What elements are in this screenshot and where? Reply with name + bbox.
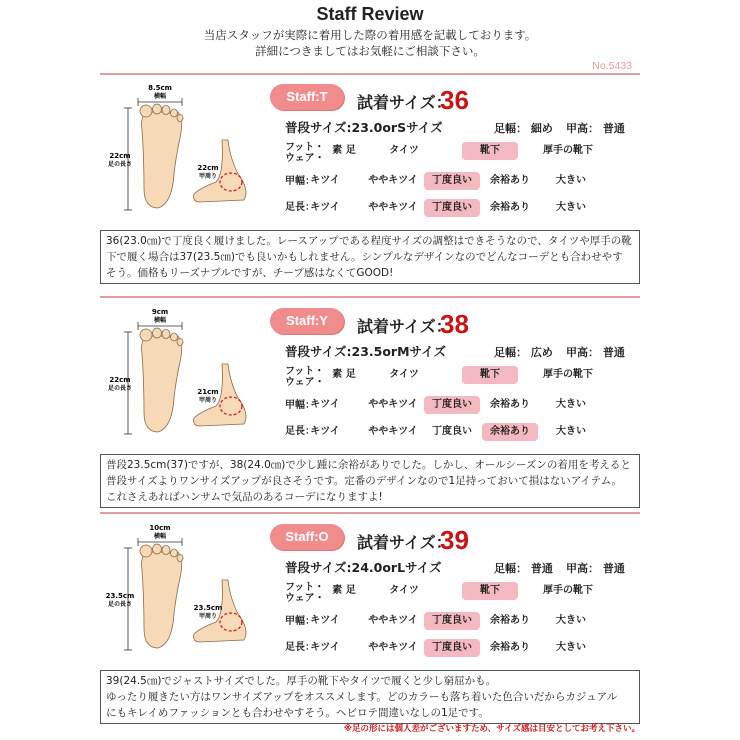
svg-text:21cm: 21cm: [197, 388, 219, 396]
svg-text:甲周り: 甲周り: [198, 173, 218, 180]
instep-fit-option: 大きい: [556, 399, 586, 410]
comment-line: これさえあればハンサムで気品のあるコーデになりますよ!: [106, 491, 383, 503]
length-fit-option: ややキツイ: [368, 426, 418, 437]
footwear-option: 素 足: [332, 145, 356, 156]
comment-line: ゆったり履きたい方はワンサイズアップをオススメします。どのカラーも落ち着いた色合いだからカジュアル: [106, 691, 618, 703]
length-fit-option: 丁度良い: [432, 426, 472, 437]
instep-fit-option: 丁度良い: [424, 612, 480, 630]
comment-line: そう。価格もリーズナブルですが、チープ感はなくてGOOD!: [106, 267, 394, 279]
svg-text:22cm: 22cm: [197, 164, 219, 172]
foot-measurement-figure: [100, 302, 270, 442]
instep-label: 甲幅：: [285, 616, 315, 627]
length-label: 足長：: [285, 426, 315, 437]
instep-fit-option: ややキツイ: [368, 399, 418, 410]
foot-measurement-figure: [100, 518, 270, 658]
usual-size: 普段サイズ:23.5orMサイズ: [285, 344, 447, 359]
comment-line: 普段23.5cm(37)ですが、38(24.0㎝)で少し踵に余裕がありでした。しかし、オールシーズンの着用を考えると: [106, 459, 631, 471]
usual-size: 普段サイズ:24.0orLサイズ: [285, 560, 442, 575]
trial-size-value: 38: [440, 309, 469, 339]
svg-text:足の長さ: 足の長さ: [107, 601, 133, 608]
footwear-option: 靴下: [462, 366, 518, 384]
length-fit-option: キツイ: [310, 202, 340, 213]
trial-size-label: 試着サイズ：: [357, 93, 452, 112]
foot-width-rating: 足幅： 細め: [494, 122, 553, 135]
length-fit-option: 丁度良い: [424, 199, 480, 217]
svg-text:足の長さ: 足の長さ: [107, 161, 133, 168]
footwear-label: フット・ ウェア・: [285, 142, 325, 164]
footwear-option: 靴下: [462, 142, 518, 160]
length-fit-option: 余裕あり: [482, 423, 538, 441]
length-fit-option: 余裕あり: [490, 642, 530, 653]
instep-height-rating: 甲高： 普通: [566, 346, 625, 359]
comment-line: 下で履く場合は37(23.5㎝)でも良いかもしれません。シンプルなデザインなのでどんなコーデとも合わせやす: [106, 251, 623, 263]
instep-fit-option: 大きい: [556, 615, 586, 626]
foot-width-rating: 足幅： 広め: [494, 346, 553, 359]
footwear-option: 素 足: [332, 369, 356, 380]
foot-measurement-figure: [100, 78, 270, 218]
trial-size-label: 試着サイズ：: [357, 533, 452, 552]
staff-comment: [100, 454, 640, 508]
instep-fit-option: キツイ: [310, 615, 340, 626]
instep-fit-option: 大きい: [556, 175, 586, 186]
svg-text:甲周り: 甲周り: [198, 613, 218, 620]
trial-size-value: 39: [440, 525, 469, 555]
length-fit-option: 大きい: [556, 642, 586, 653]
divider: [100, 73, 640, 75]
svg-text:横幅: 横幅: [153, 533, 167, 540]
svg-text:10cm: 10cm: [149, 524, 171, 532]
instep-fit-option: 丁度良い: [424, 396, 480, 414]
instep-height-rating: 甲高： 普通: [566, 562, 625, 575]
length-fit-option: 丁度良い: [424, 639, 480, 657]
footwear-option: タイツ: [389, 145, 419, 156]
footwear-option: 厚手の靴下: [543, 369, 593, 380]
trial-size-value: 36: [440, 85, 469, 115]
svg-text:8.5cm: 8.5cm: [148, 84, 172, 92]
instep-fit-option: ややキツイ: [368, 175, 418, 186]
staff-comment: [100, 670, 640, 724]
length-fit-option: 余裕あり: [490, 202, 530, 213]
svg-text:甲周り: 甲周り: [198, 397, 218, 404]
comment-line: 39(24.5㎝)でジャストサイズでした。厚手の靴下やタイツで履くと少し窮屈かも。: [106, 675, 497, 687]
intro-line-1: 当店スタッフが実際に着用した際の着用感を記載しております。: [203, 28, 537, 42]
divider: [100, 296, 640, 298]
instep-height-rating: 甲高： 普通: [566, 122, 625, 135]
svg-text:22cm: 22cm: [109, 152, 131, 160]
instep-fit-option: 余裕あり: [490, 399, 530, 410]
length-fit-option: キツイ: [310, 426, 340, 437]
length-fit-option: ややキツイ: [368, 202, 418, 213]
svg-text:23.5cm: 23.5cm: [105, 592, 135, 600]
footwear-option: タイツ: [389, 585, 419, 596]
length-label: 足長：: [285, 642, 315, 653]
svg-text:横幅: 横幅: [153, 93, 167, 100]
instep-label: 甲幅：: [285, 400, 315, 411]
comment-line: 36(23.0㎝)で丁度良く履けました。レースアップである程度サイズの調整はできそうなので、タイツや厚手の靴: [106, 235, 632, 247]
instep-fit-option: キツイ: [310, 399, 340, 410]
staff-badge: Staff:O: [270, 524, 344, 550]
trial-size-label: 試着サイズ：: [357, 317, 452, 336]
staff-badge: Staff:Y: [270, 308, 344, 334]
footwear-option: タイツ: [389, 369, 419, 380]
foot-width-rating: 足幅： 普通: [494, 562, 553, 575]
instep-fit-option: 余裕あり: [490, 615, 530, 626]
intro-line-2: 詳細につきましてはお気軽にご相談下さい。: [255, 44, 485, 58]
comment-line: にもキレイめファッションとも合わせやすそう。ヘビロテ間違いなしの1足です。: [106, 707, 489, 719]
footwear-label: フット・ ウェア・: [285, 366, 325, 388]
staff-review-section: [0, 302, 740, 517]
length-fit-option: 大きい: [556, 202, 586, 213]
footwear-option: 靴下: [462, 582, 518, 600]
staff-badge: Staff:T: [270, 84, 344, 110]
item-number: No.5433: [592, 60, 632, 72]
length-fit-option: キツイ: [310, 642, 340, 653]
staff-review-section: [0, 518, 740, 733]
footnote: ※足の形には個人差がございますため、サイズ感は目安としてお考え下さい。: [343, 724, 640, 734]
svg-text:9cm: 9cm: [151, 308, 169, 316]
svg-text:横幅: 横幅: [153, 317, 167, 324]
instep-fit-option: ややキツイ: [368, 615, 418, 626]
svg-text:23.5cm: 23.5cm: [193, 604, 223, 612]
comment-line: 普段サイズよりワンサイズアップが良さそうです。定番のデザインなので1足持っておいて損はないアイテム。: [106, 475, 623, 487]
svg-text:22cm: 22cm: [109, 376, 131, 384]
instep-label: 甲幅：: [285, 176, 315, 187]
instep-fit-option: キツイ: [310, 175, 340, 186]
staff-review-section: [0, 78, 740, 293]
footwear-option: 厚手の靴下: [543, 145, 593, 156]
length-label: 足長：: [285, 202, 315, 213]
svg-text:足の長さ: 足の長さ: [107, 385, 133, 392]
usual-size: 普段サイズ:23.0orSサイズ: [285, 120, 443, 135]
instep-fit-option: 余裕あり: [490, 175, 530, 186]
page-title: Staff Review: [316, 4, 424, 24]
instep-fit-option: 丁度良い: [424, 172, 480, 190]
staff-comment: [100, 230, 640, 284]
footwear-option: 厚手の靴下: [543, 585, 593, 596]
length-fit-option: 大きい: [556, 426, 586, 437]
footwear-option: 素 足: [332, 585, 356, 596]
footwear-label: フット・ ウェア・: [285, 582, 325, 604]
length-fit-option: ややキツイ: [368, 642, 418, 653]
